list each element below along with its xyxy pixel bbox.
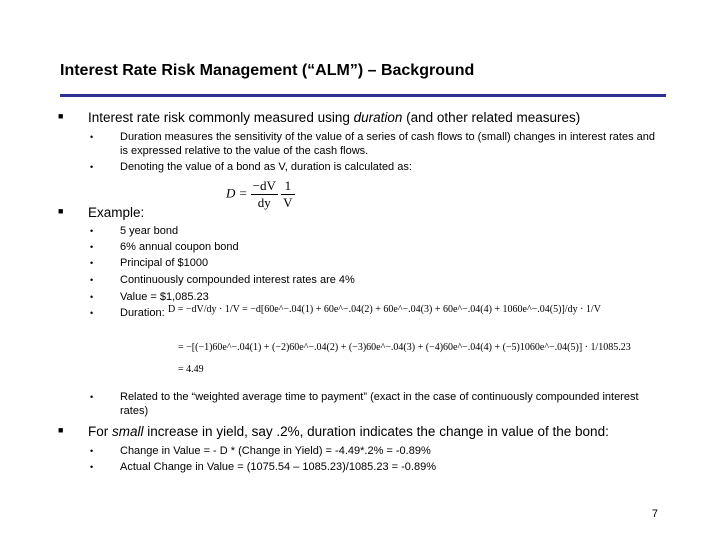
page-title: Interest Rate Risk Management (“ALM”) – Background (60, 62, 475, 79)
example-item: • 6% annual coupon bond (90, 241, 239, 253)
example-item: • Principal of $1000 (90, 257, 209, 269)
duration-equation-line-1: D = −dV/dy · 1/V = −d[60e^−.04(1) + 60e^−.04(2) + 60e^−.04(3) + 60e^−.04(4) + 1060e^−.04(5)]/dy · 1/V (168, 304, 601, 315)
page-number: 7 (651, 508, 658, 520)
example-item: • Continuously compounded interest rates are 4% (90, 274, 355, 286)
example-item: • Value = $1,085.23 (90, 291, 209, 303)
square-bullet-icon: ■ (58, 425, 64, 435)
dot-bullet-icon: • (90, 242, 94, 252)
bullet-duration: ■ Interest rate risk commonly measured using duration (and other related measures) (58, 110, 581, 125)
duration-equation-line-2: = −[(−1)60e^−.04(1) + (−2)60e^−.04(2) + (−3)60e^−.04(3) + (−4)60e^−.04(4) + (−5)1060e^−.04(5)] · 1/1085.23 (178, 342, 631, 353)
dot-bullet-icon: • (90, 162, 94, 172)
dot-bullet-icon: • (90, 446, 94, 456)
example-item: • 5 year bond (90, 225, 179, 237)
dot-bullet-icon: • (90, 462, 94, 472)
dot-bullet-icon: • (90, 308, 94, 318)
square-bullet-icon: ■ (58, 206, 64, 216)
title-rule (60, 94, 666, 97)
sub-bullet: • Denoting the value of a bond as V, duration is calculated as: (90, 161, 412, 173)
duration-equation-result: = 4.49 (178, 364, 204, 375)
dot-bullet-icon: • (90, 226, 94, 236)
dot-bullet-icon: • (90, 132, 94, 142)
bullet-example: ■ Example: (58, 205, 145, 220)
square-bullet-icon: ■ (58, 111, 64, 121)
sub-bullet: • Duration measures the sensitivity of the value of a series of cash flows to (small) changes in interest rates and is expressed relative to the value of the cash flows. (90, 131, 655, 157)
duration-formula: D = $\frac{-dV}{dy}$ $\frac{1}{V}$ (226, 178, 293, 210)
sub-bullet: • Actual Change in Value = (1075.54 – 1085.23)/1085.23 = -0.89% (90, 461, 436, 473)
dot-bullet-icon: • (90, 292, 94, 302)
dot-bullet-icon: • (90, 392, 94, 402)
example-item: • Related to the “weighted average time to payment” (exact in the case of continuously compounded interest rates) (90, 391, 639, 417)
dot-bullet-icon: • (90, 275, 94, 285)
sub-bullet: • Change in Value = - D * (Change in Yield) = -4.49*.2% = -0.89% (90, 445, 431, 457)
dot-bullet-icon: • (90, 258, 94, 268)
bullet-small-increase: ■ For small increase in yield, say .2%, duration indicates the change in value of the bond: (58, 424, 609, 439)
example-item: • Duration: (90, 307, 165, 319)
